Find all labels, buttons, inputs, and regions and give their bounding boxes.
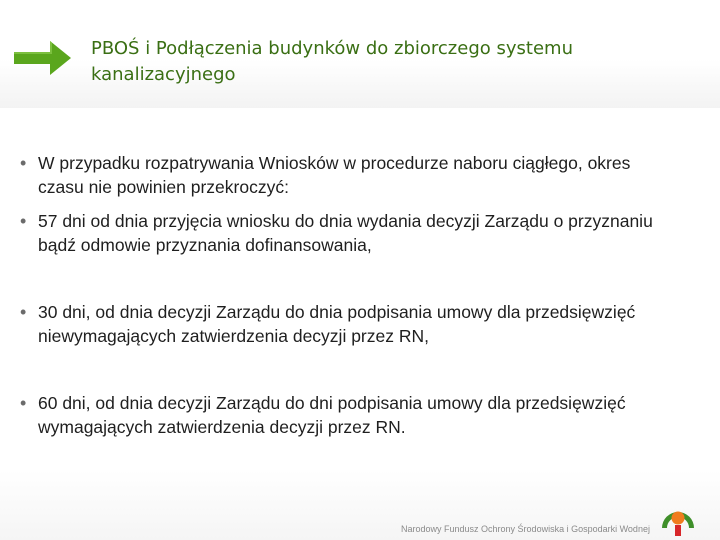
bullet-text: W przypadku rozpatrywania Wniosków w procedurze naboru ciągłego, okres czasu nie powinien przekroczyć: — [38, 153, 631, 197]
bullet-item — [20, 151, 678, 199]
bullet-text: 57 dni od dnia przyjęcia wniosku do dnia wydania decyzji Zarządu o przyznaniu bądź odmowie przyznania dofinansowania, — [38, 211, 653, 255]
arrow-right-icon — [14, 38, 72, 78]
bullet-marker: • — [20, 211, 27, 231]
footer-organization-name: Narodowy Fundusz Ochrony Środowiska i Gospodarki Wodnej — [401, 524, 650, 534]
bullet-item — [20, 209, 678, 257]
nfosigw-logo-icon — [658, 498, 698, 538]
bullet-text: 30 dni, od dnia decyzji Zarządu do dnia podpisania umowy dla przedsięwzięć niewymagających zatwierdzenia decyzji przez RN, — [38, 302, 636, 346]
slide-title: PBOŚ i Podłączenia budynków do zbiorczego systemu kanalizacyjnego — [91, 38, 573, 85]
bullet-marker: • — [20, 393, 27, 413]
bullet-marker: • — [20, 153, 27, 173]
bullet-marker: • — [20, 302, 27, 322]
bullet-item — [20, 391, 678, 439]
bullet-item — [20, 300, 678, 348]
bullet-text: 60 dni, od dnia decyzji Zarządu do dni podpisania umowy dla przedsięwzięć wymagających zatwierdzenia decyzji przez RN. — [38, 393, 626, 437]
